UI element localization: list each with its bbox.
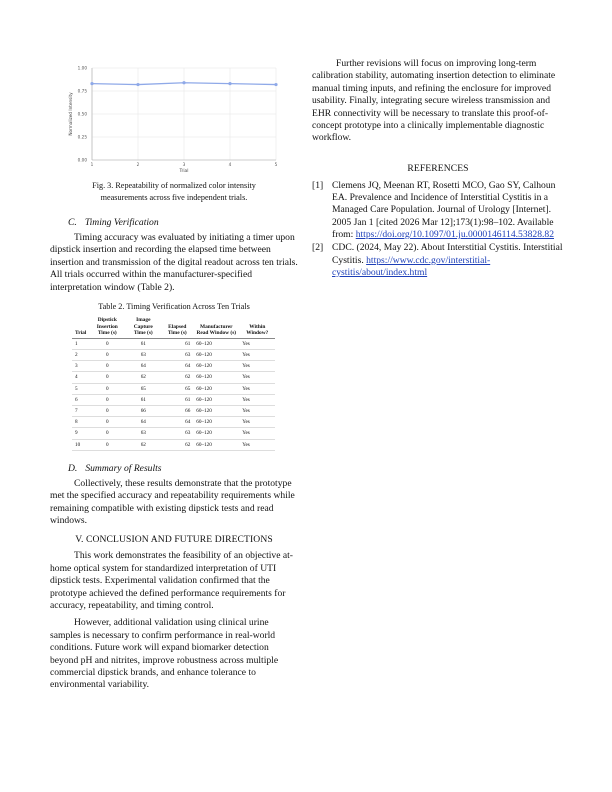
table-cell: 63 — [125, 428, 161, 439]
table-cell: Yes — [239, 394, 275, 405]
table-cell: 2 — [72, 350, 89, 361]
table-cell: 64 — [125, 417, 161, 428]
table-cell: 60–120 — [193, 350, 239, 361]
x-axis-label: Trial — [179, 169, 189, 174]
table-cell: 0 — [89, 372, 125, 383]
table-row — [72, 338, 275, 349]
section-d-letter: D. — [68, 462, 78, 474]
table-cell: 60–120 — [193, 372, 239, 383]
reference-link[interactable]: https://doi.org/10.1097/01.ju.0000146114.53828.82 — [355, 229, 554, 241]
table-cell: 0 — [89, 338, 125, 349]
table-cell: 62 — [161, 372, 193, 383]
y-tick-label: 1.00 — [77, 65, 87, 71]
conclusion-paragraph-2: However, additional validation using clinical urine samples is necessary to confirm performance in real-world conditions. Future work will expand biomarker detection beyond pH and nitrites, improve robustness across multiple commercial dipstick brands, and enhance tolerance to environmental variability. — [50, 617, 279, 691]
table-cell: 61 — [161, 338, 193, 349]
data-point — [182, 81, 185, 84]
right-column — [312, 58, 564, 280]
table-cell: 61 — [161, 394, 193, 405]
table-cell: 64 — [161, 361, 193, 372]
table-row — [72, 394, 275, 405]
section-c-title: Timing Verification — [84, 217, 159, 228]
y-tick-label: 0.75 — [77, 88, 87, 94]
table-cell: 60–120 — [193, 428, 239, 439]
table-row — [72, 383, 275, 394]
conclusion-paragraph-3: Further revisions will focus on improving long-term calibration stability, automating insertion detection to eliminate manual timing inputs, and refining the enclosure for improved usability. Finally, integrating secure wireless transmission and EHR connectivity will be necessary to translate this proof-of-concept prototype into a clinically implementable diagnostic workflow. — [312, 58, 556, 144]
table-cell: 0 — [89, 394, 125, 405]
table-header-cell: Manufacturer Read Window (s) — [193, 316, 239, 338]
reference-link[interactable]: https://www.cdc.gov/interstitial-cystitis/about/index.html — [332, 254, 491, 278]
reference-item — [312, 180, 564, 241]
table-cell: 1 — [72, 338, 89, 349]
table-header-row — [72, 316, 275, 338]
table-cell: 10 — [72, 439, 89, 450]
section-d-paragraph: Collectively, these results demonstrate that the prototype met the specified accuracy and repeatability requirements while remaining compatible with existing dipstick tests and read windows. — [50, 477, 295, 526]
table-row — [72, 417, 275, 428]
table-cell: 60–120 — [193, 394, 239, 405]
reference-number: [2] — [312, 242, 324, 254]
table-cell: 66 — [161, 405, 193, 416]
table-cell: Yes — [239, 338, 275, 349]
line-chart — [50, 58, 298, 180]
table-cell: 4 — [72, 372, 89, 383]
table-cell: Yes — [239, 428, 275, 439]
x-tick-label: 4 — [228, 162, 232, 167]
y-tick-label: 0.50 — [77, 111, 87, 117]
table-row — [72, 361, 275, 372]
table-cell: 60–120 — [193, 405, 239, 416]
table-cell: Yes — [239, 350, 275, 361]
data-point — [274, 83, 277, 86]
table-body — [72, 338, 275, 450]
table-row — [72, 439, 275, 450]
table-cell: 0 — [89, 405, 125, 416]
section-v-heading: V. CONCLUSION AND FUTURE DIRECTIONS — [75, 534, 273, 546]
conclusion-paragraph-1: This work demonstrates the feasibility of an objective at-home optical system for standardized interpretation of UTI dipstick tests. Experimental validation confirmed that the prototype achieved the defined performance requirements for accuracy, repeatability, and timing control. — [50, 550, 293, 611]
references-heading: REFERENCES — [407, 162, 469, 174]
left-column — [50, 58, 298, 692]
table-cell: 5 — [72, 383, 89, 394]
table-cell: 8 — [72, 417, 89, 428]
y-axis-label: Normalized Intensity — [68, 92, 73, 136]
table-cell: 66 — [125, 405, 161, 416]
table-cell: 3 — [72, 361, 89, 372]
table-cell: 60–120 — [193, 439, 239, 450]
table-cell: 62 — [125, 372, 161, 383]
table-cell: 62 — [161, 439, 193, 450]
table-cell: 60–120 — [193, 361, 239, 372]
table-cell: Yes — [239, 372, 275, 383]
table-cell: Yes — [239, 417, 275, 428]
timing-table — [72, 316, 275, 451]
table-cell: 0 — [89, 383, 125, 394]
table-cell: 60–120 — [193, 338, 239, 349]
reference-text: Clemens JQ, Meenan RT, Rosetti MCO, Gao SY, Calhoun EA. Prevalence and Incidence of Interstitial Cystitis in a Managed Care Population. Journal of Urology [Internet]. 2005 Jan 1 [cited 2026 Mar 12];173(1):98–102. Available from: — [332, 179, 556, 241]
table-row — [72, 428, 275, 439]
table-cell: 0 — [89, 428, 125, 439]
section-c-letter: C. — [68, 217, 77, 228]
reference-text: CDC. (2024, May 22). About Interstitial Cystitis. Interstitial Cystitis. — [332, 242, 563, 266]
x-tick-label: 1 — [90, 162, 94, 167]
section-c-heading — [68, 217, 298, 228]
table-header-cell: Trial — [72, 316, 89, 338]
data-point — [228, 82, 231, 85]
section-d-title: Summary of Results — [85, 462, 162, 474]
table-cell: 9 — [72, 428, 89, 439]
table-cell: 61 — [125, 394, 161, 405]
table-cell: Yes — [239, 361, 275, 372]
data-point — [90, 82, 93, 85]
data-point — [136, 83, 139, 86]
table-cell: 0 — [89, 361, 125, 372]
y-tick-label: 0.25 — [77, 134, 87, 140]
table-cell: 62 — [125, 439, 161, 450]
table-cell: Yes — [239, 439, 275, 450]
table-header-cell: Dipstick Insertion Time (s) — [89, 316, 125, 338]
table-cell: 6 — [72, 394, 89, 405]
table-cell: Yes — [239, 405, 275, 416]
table-cell: 60–120 — [193, 383, 239, 394]
table-cell: 65 — [161, 383, 193, 394]
section-d-heading — [68, 463, 298, 474]
table-header-cell: Elapsed Time (s) — [161, 316, 193, 338]
table-row — [72, 372, 275, 383]
figure-3 — [50, 58, 298, 180]
table-cell: 64 — [161, 417, 193, 428]
table-cell: 64 — [125, 361, 161, 372]
reference-number: [1] — [312, 179, 324, 191]
table-cell: 61 — [125, 338, 161, 349]
table-header-cell: Within Window? — [239, 316, 275, 338]
table-cell: 7 — [72, 405, 89, 416]
x-tick-label: 3 — [182, 162, 186, 167]
table-cell: 63 — [125, 350, 161, 361]
table-caption: Table 2. Timing Verification Across Ten Trials — [98, 302, 250, 312]
table-cell: 0 — [89, 350, 125, 361]
x-tick-label: 2 — [136, 162, 140, 167]
table-row — [72, 350, 275, 361]
x-tick-label: 5 — [274, 162, 278, 167]
reference-item — [312, 242, 564, 279]
table-cell: 60–120 — [193, 417, 239, 428]
reference-list — [312, 180, 564, 279]
figure-caption: Fig. 3. Repeatability of normalized color intensity measurements across five independent trials. — [92, 181, 256, 202]
table-cell: 65 — [125, 383, 161, 394]
table-header-cell: Image Capture Time (s) — [125, 316, 161, 338]
table-cell: 63 — [161, 350, 193, 361]
table-cell: Yes — [239, 383, 275, 394]
table-cell: 0 — [89, 439, 125, 450]
section-c-paragraph: Timing accuracy was evaluated by initiating a timer upon dipstick insertion and recording the elapsed time between insertion and transmission of the digital readout across ten trials. All trials occurred within the manufacturer-specified interpretation window (Table 2). — [50, 232, 298, 293]
table-row — [72, 405, 275, 416]
table-cell: 0 — [89, 417, 125, 428]
y-tick-label: 0.00 — [77, 157, 87, 163]
table-cell: 63 — [161, 428, 193, 439]
